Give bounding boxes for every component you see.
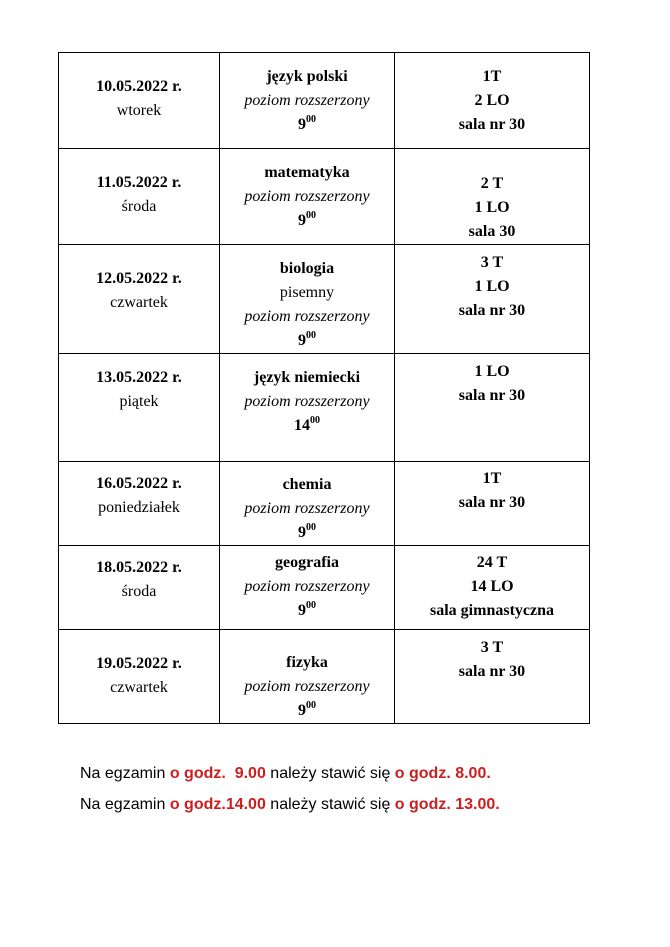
room-line: sala nr 30 bbox=[458, 116, 526, 133]
room-cell bbox=[395, 630, 590, 724]
exam-hour: 9 bbox=[298, 212, 306, 229]
room-line: 2 T bbox=[480, 175, 504, 192]
exam-type: pisemny bbox=[279, 284, 335, 301]
exam-weekday: wtorek bbox=[116, 102, 162, 119]
exam-subject: fizyka bbox=[286, 654, 328, 671]
exam-subject: język polski bbox=[266, 68, 348, 85]
exam-level: poziom rozszerzony bbox=[244, 92, 370, 109]
table-row bbox=[59, 462, 590, 546]
table-row bbox=[59, 53, 590, 149]
room-line: 1 LO bbox=[474, 199, 510, 216]
exam-subject: biologia bbox=[279, 260, 335, 277]
room-cell bbox=[395, 462, 590, 546]
room-line: sala nr 30 bbox=[458, 663, 526, 680]
exam-minutes: 00 bbox=[306, 113, 316, 125]
date-cell bbox=[59, 546, 220, 630]
date-cell bbox=[59, 354, 220, 462]
room-cell bbox=[395, 149, 590, 245]
room-cell bbox=[395, 546, 590, 630]
exam-date: 16.05.2022 r. bbox=[96, 475, 182, 492]
exam-weekday: poniedziałek bbox=[98, 499, 180, 516]
table-row bbox=[59, 354, 590, 462]
exam-hour: 14 bbox=[294, 417, 310, 434]
exam-subject: matematyka bbox=[264, 164, 350, 181]
exam-time bbox=[220, 329, 394, 353]
table-row bbox=[59, 546, 590, 630]
exam-level: poziom rozszerzony bbox=[244, 678, 370, 695]
exam-hour: 9 bbox=[298, 524, 306, 541]
note-middle: należy stawić się bbox=[265, 765, 395, 782]
room-line: sala gimnastyczna bbox=[430, 602, 554, 619]
note-arrival-time: o godz. 8.00. bbox=[394, 765, 491, 782]
subject-cell bbox=[220, 245, 395, 354]
exam-subject: język niemiecki bbox=[253, 369, 361, 386]
subject-cell bbox=[220, 546, 395, 630]
room-cell bbox=[395, 53, 590, 149]
exam-time bbox=[220, 521, 394, 545]
exam-date: 19.05.2022 r. bbox=[96, 655, 182, 672]
exam-hour: 9 bbox=[298, 332, 306, 349]
room-line: 24 T bbox=[476, 554, 508, 571]
exam-weekday: czwartek bbox=[110, 294, 168, 311]
exam-minutes: 00 bbox=[306, 699, 316, 711]
room-cell bbox=[395, 354, 590, 462]
exam-minutes: 00 bbox=[306, 599, 316, 611]
room-line: 1T bbox=[482, 470, 502, 487]
arrival-notes bbox=[80, 760, 500, 822]
room-cell bbox=[395, 245, 590, 354]
room-line: 3 T bbox=[480, 254, 504, 271]
exam-minutes: 00 bbox=[306, 329, 316, 341]
note-middle: należy stawić się bbox=[265, 796, 395, 813]
arrival-note bbox=[80, 791, 500, 822]
exam-date: 10.05.2022 r. bbox=[96, 78, 182, 95]
arrival-note bbox=[80, 760, 500, 791]
exam-time bbox=[220, 209, 394, 233]
date-cell bbox=[59, 630, 220, 724]
room-line: sala 30 bbox=[468, 223, 516, 240]
note-arrival-time: o godz. 13.00. bbox=[394, 796, 500, 813]
exam-hour: 9 bbox=[298, 116, 306, 133]
table-row bbox=[59, 630, 590, 724]
subject-cell bbox=[220, 53, 395, 149]
exam-subject: chemia bbox=[282, 476, 332, 493]
subject-cell bbox=[220, 462, 395, 546]
subject-cell bbox=[220, 149, 395, 245]
exam-subject: geografia bbox=[275, 554, 339, 571]
exam-level: poziom rozszerzony bbox=[244, 578, 370, 595]
exam-weekday: środa bbox=[121, 583, 157, 600]
date-cell bbox=[59, 245, 220, 354]
date-cell bbox=[59, 462, 220, 546]
note-prefix: Na egzamin bbox=[80, 796, 170, 813]
exam-level: poziom rozszerzony bbox=[244, 308, 370, 325]
exam-hour: 9 bbox=[298, 702, 306, 719]
room-line: sala nr 30 bbox=[458, 302, 526, 319]
room-line: 3 T bbox=[480, 639, 504, 656]
exam-minutes: 00 bbox=[306, 521, 316, 533]
room-line: sala nr 30 bbox=[458, 494, 526, 511]
exam-level: poziom rozszerzony bbox=[244, 500, 370, 517]
exam-time bbox=[220, 113, 394, 137]
exam-level: poziom rozszerzony bbox=[244, 393, 370, 410]
date-cell bbox=[59, 53, 220, 149]
date-cell bbox=[59, 149, 220, 245]
note-exam-time: o godz.14.00 bbox=[169, 796, 266, 813]
table-row bbox=[59, 149, 590, 245]
exam-minutes: 00 bbox=[310, 414, 320, 426]
exam-date: 13.05.2022 r. bbox=[96, 369, 182, 386]
room-line: 1 LO bbox=[474, 363, 510, 380]
subject-cell bbox=[220, 354, 395, 462]
exam-minutes: 00 bbox=[306, 209, 316, 221]
note-exam-time: o godz. 9.00 bbox=[169, 765, 266, 782]
exam-weekday: piątek bbox=[119, 393, 159, 410]
room-line: 2 LO bbox=[474, 92, 510, 109]
exam-date: 18.05.2022 r. bbox=[96, 559, 182, 576]
room-line: sala nr 30 bbox=[458, 387, 526, 404]
exam-weekday: czwartek bbox=[110, 679, 168, 696]
room-line: 1T bbox=[482, 68, 502, 85]
room-line: 1 LO bbox=[474, 278, 510, 295]
room-line: 14 LO bbox=[470, 578, 514, 595]
exam-schedule-table bbox=[58, 52, 590, 724]
note-prefix: Na egzamin bbox=[80, 765, 170, 782]
exam-time bbox=[220, 599, 394, 623]
exam-level: poziom rozszerzony bbox=[244, 188, 370, 205]
exam-date: 11.05.2022 r. bbox=[96, 174, 182, 191]
subject-cell bbox=[220, 630, 395, 724]
table-row bbox=[59, 245, 590, 354]
exam-date: 12.05.2022 r. bbox=[96, 270, 182, 287]
exam-time bbox=[220, 414, 394, 438]
exam-time bbox=[220, 699, 394, 723]
exam-hour: 9 bbox=[298, 602, 306, 619]
exam-weekday: środa bbox=[121, 198, 157, 215]
